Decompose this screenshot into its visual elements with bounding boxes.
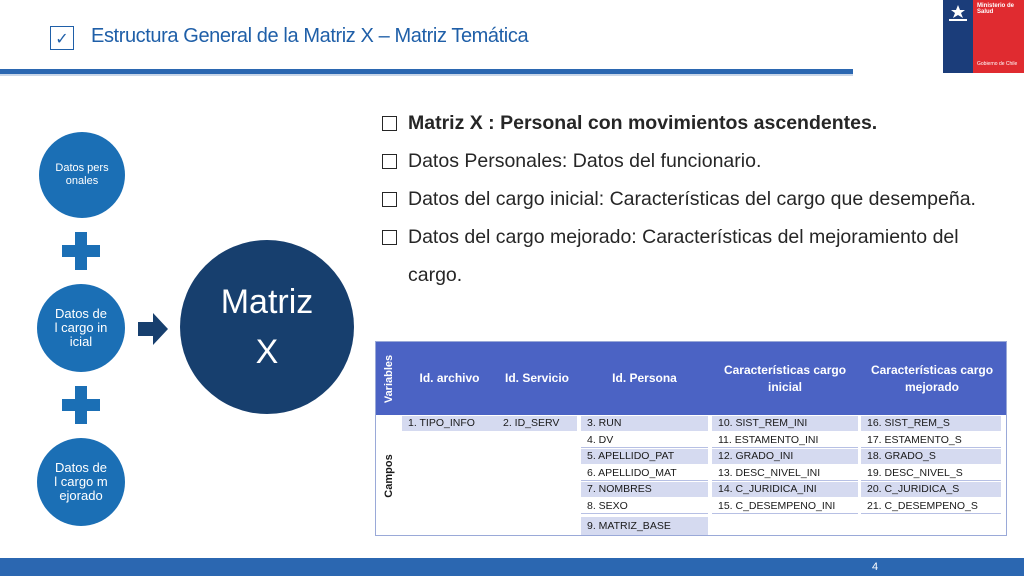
column-header: Características cargo mejorado — [870, 362, 994, 394]
page-number: 4 — [872, 561, 879, 573]
checkbox-checked-icon: ✓ — [50, 26, 74, 50]
matriz-x-circle — [180, 240, 354, 414]
table-cell: 19. DESC_NIVEL_S — [861, 466, 1001, 481]
arrow-right-icon — [138, 313, 168, 345]
variables-table — [375, 341, 1007, 536]
circle-datos-cargo-mejorado-label: Datos del cargo mejorado — [54, 460, 108, 503]
page-title: Estructura General de la Matriz X – Matriz Temática — [91, 25, 529, 47]
logo-blue-band — [943, 0, 973, 73]
table-cell: 14. C_JURIDICA_INI — [712, 482, 858, 497]
square-bullet-icon — [382, 230, 397, 245]
footer-bar — [0, 558, 1024, 576]
circle-datos-cargo-inicial-label: Datos del cargo inicial — [54, 306, 108, 349]
variables-label: Variables — [383, 354, 395, 403]
table-cell: 6. APELLIDO_MAT — [581, 466, 708, 481]
table-cell: 17. ESTAMENTO_S — [861, 433, 1001, 448]
circle-datos-personales-label: Datos personales — [55, 162, 109, 187]
table-cell: 8. SEXO — [581, 499, 708, 514]
table-cell: 13. DESC_NIVEL_INI — [712, 466, 858, 481]
table-cell: 11. ESTAMENTO_INI — [712, 433, 858, 448]
ministry-logo — [943, 0, 1024, 73]
plus-icon — [62, 232, 100, 270]
campos-label: Campos — [383, 454, 395, 498]
bullet-item — [380, 180, 1000, 218]
plus-icon — [62, 386, 100, 424]
table-cell: 20. C_JURIDICA_S — [861, 482, 1001, 497]
column-header: Id. Servicio — [504, 371, 570, 385]
table-cell: 21. C_DESEMPENO_S — [861, 499, 1001, 514]
bullet-item — [380, 142, 1000, 180]
table-cell: 18. GRADO_S — [861, 449, 1001, 464]
campos-row-header — [376, 415, 402, 537]
column-header: Id. archivo — [419, 371, 480, 385]
bullet-item — [380, 218, 1000, 294]
circle-datos-personales — [39, 132, 125, 218]
title-underline-shadow — [0, 74, 853, 76]
square-bullet-icon — [382, 154, 397, 169]
circle-datos-cargo-inicial — [37, 284, 125, 372]
circle-datos-cargo-mejorado — [37, 438, 125, 526]
table-header-row — [402, 342, 1006, 415]
table-cell: 10. SIST_REM_INI — [712, 416, 858, 431]
table-cell: 2. ID_SERV — [497, 416, 577, 431]
bullet-text: Datos del cargo inicial: Características del cargo que desempeña. — [408, 188, 976, 210]
table-cell: 7. NOMBRES — [581, 482, 708, 497]
column-header: Características cargo inicial — [723, 362, 847, 394]
table-cell: 1. TIPO_INFO — [402, 416, 497, 431]
logo-government-text: Gobierno de Chile — [977, 61, 1018, 67]
table-cell: 5. APELLIDO_PAT — [581, 449, 708, 464]
coat-of-arms-icon — [947, 3, 969, 23]
table-cell: 16. SIST_REM_S — [861, 416, 1001, 431]
variables-row-header — [376, 342, 402, 415]
bullet-list — [380, 104, 1000, 294]
square-bullet-icon — [382, 116, 397, 131]
bullet-item — [380, 104, 1000, 142]
table-cell: 9. MATRIZ_BASE — [581, 517, 708, 535]
table-cell: 4. DV — [581, 433, 708, 448]
table-cell: 3. RUN — [581, 416, 708, 431]
table-cell: 12. GRADO_INI — [712, 449, 858, 464]
table-cell: 15. C_DESEMPENO_INI — [712, 499, 858, 514]
logo-ministry-text: Ministerio de Salud — [977, 3, 1015, 15]
bullet-text: Matriz X : Personal con movimientos ascendentes. — [408, 112, 878, 134]
matriz-x-label-line2: X — [255, 333, 279, 371]
matriz-x-label-line1: Matriz — [220, 283, 314, 321]
bullet-text: Datos del cargo mejorado: Características del mejoramiento del cargo. — [408, 226, 959, 286]
bullet-text: Datos Personales: Datos del funcionario. — [408, 150, 762, 172]
square-bullet-icon — [382, 192, 397, 207]
column-header: Id. Persona — [612, 371, 677, 385]
